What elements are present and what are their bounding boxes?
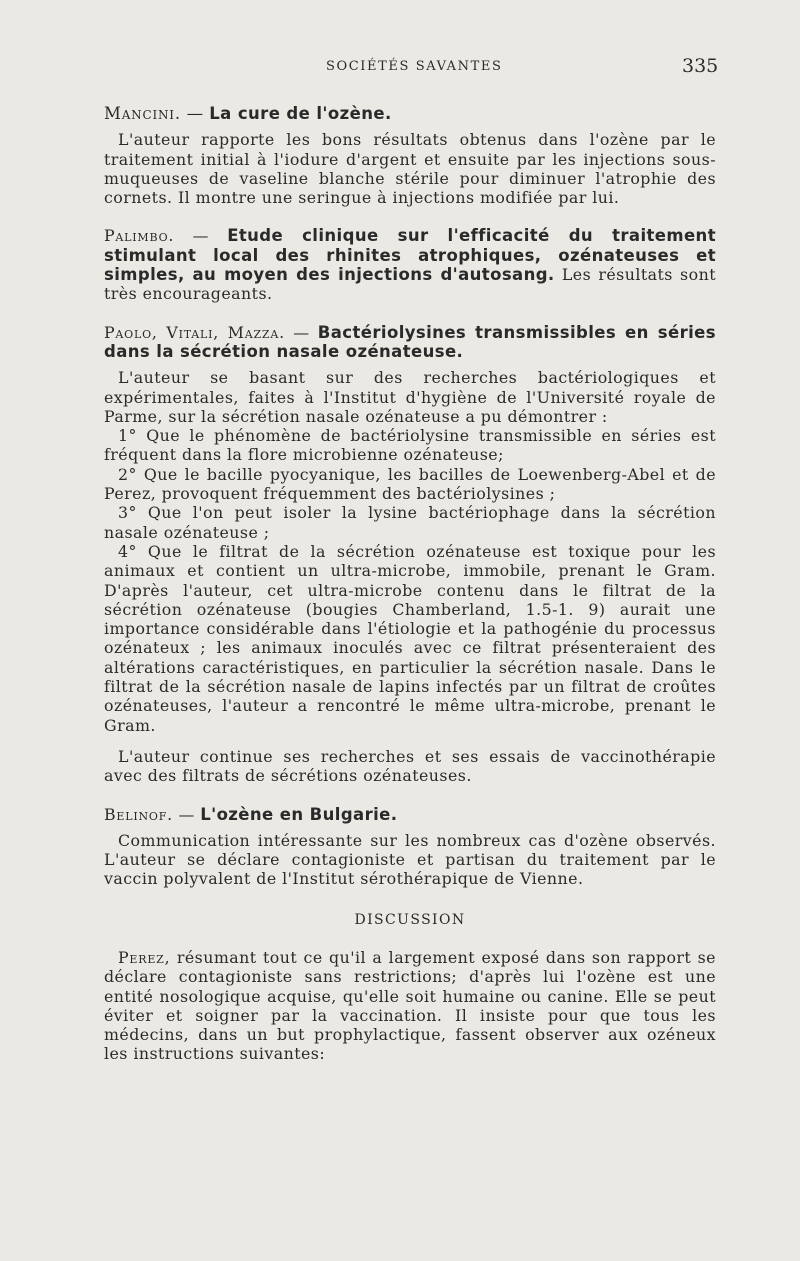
page-header — [0, 57, 800, 81]
entry-inline-text: Les résultats sont très encourageants. — [104, 265, 716, 304]
page-number: 335 — [682, 55, 719, 77]
page-body — [104, 104, 716, 1064]
section-heading: DISCUSSION — [354, 911, 466, 928]
entry-title: Etude clinique sur l'efficacité du traitement stimulant local des rhinites atrophiques, ozénateuses et simples, au moyen des injections d'autosang. — [104, 226, 716, 285]
entry-title: La cure de l'ozène. — [209, 104, 392, 123]
paragraph: L'auteur continue ses recherches et ses essais de vaccinothérapie avec des filtrats de sécrétions ozénateuses. — [104, 746, 716, 786]
paragraph: L'auteur rapporte les bons résultats obtenus dans l'ozène par le traitement initial à l'iodure d'argent et ensuite par les injections sous-muqueuses de vaseline blanche stérile pour diminuer l'atrophie des cornets. Il montre une seringue à injections modifiée par lui. — [104, 130, 716, 208]
entry-title: Bactériolysines transmissibles en séries dans la sécrétion nasale ozénateuse. — [104, 322, 716, 361]
author-name: Belinof. — [104, 804, 173, 824]
paragraph: Communication intéressante sur les nombreux cas d'ozène observés. L'auteur se déclare contagioniste et partisan du traitement par le vaccin polyvalent de l'Institut sérothérapique de Vienne. — [104, 830, 716, 889]
running-head: SOCIÉTÉS SAVANTES — [326, 59, 503, 74]
list-item: 2° Que le bacille pyocyanique, les bacilles de Loewenberg-Abel et de Perez, provoquent fréquemment des bactériolysines ; — [104, 464, 716, 504]
abstract-entry — [104, 805, 716, 889]
abstract-entry — [104, 323, 716, 786]
abstract-entry — [104, 226, 716, 303]
entry-heading: Mancini. — La cure de l'ozène. — [104, 104, 392, 123]
discussion-text: résumant tout ce qu'il a largement exposé dans son rapport se déclare contagioniste sans restrictions; d'après lui l'ozène est une entité nosologique acquise, qu'elle soit humaine ou canine. Elle se peut éviter et soigner par la vaccination. Il insiste pour que tous les médecins, dans un but prophylactique, fassent observer aux ozéneux les instructions suivantes: — [104, 947, 716, 1064]
abstract-entry — [104, 104, 716, 207]
paragraph: L'auteur se basant sur des recherches bactériologiques et expérimentales, faites à l'Institut d'hygiène de l'Université royale de Parme, sur la sécrétion nasale ozénateuse a pu démontrer : — [104, 368, 716, 426]
author-name: Mancini. — [104, 104, 181, 123]
discussion-paragraph — [104, 948, 716, 1064]
author-name: Perez, — [118, 947, 171, 967]
entry-heading: Paolo, Vitali, Mazza. — Bactériolysines transmissibles en séries dans la sécrétion nasale ozénateuse. — [104, 322, 716, 361]
entry-title: L'ozène en Bulgarie. — [200, 804, 398, 824]
list-item: 3° Que l'on peut isoler la lysine bactériophage dans la sécrétion nasale ozénateuse ; — [104, 503, 716, 542]
author-name: Paolo, Vitali, Mazza. — [104, 322, 285, 342]
list-item: 4° Que le filtrat de la sécrétion ozénateuse est toxique pour les animaux et contient un ultra-microbe, immobile, prenant le Gram. D'après l'auteur, cet ultra-microbe contenu dans le filtrat de la sécrétion ozénateuse (bougies Chamberland, 1.5-1. 9) aurait une importance considérable dans l'étiologie et la pathogénie du processus ozénateux ; les animaux inoculés avec ce filtrat présenteraient des altérations caractéristiques, en particulier la sécrétion nasale. Dans le filtrat de la sécrétion nasale de lapins infectés par un filtrat de croûtes ozénateuses, l'auteur a rencontré le même ultra-microbe, prenant le Gram. — [104, 541, 716, 735]
author-name: Palimbo. — [104, 226, 175, 246]
list-item: 1° Que le phénomène de bactériolysine transmissible en séries est fréquent dans la flore microbienne ozénateuse; — [104, 426, 716, 465]
paragraph: Palimbo. — Etude clinique sur l'efficacité du traitement stimulant local des rhinites atrophiques, ozénateuses et simples, au moyen des injections d'autosang. Les résultats sont très encourageants. — [104, 226, 716, 304]
entry-heading: Belinof. — L'ozène en Bulgarie. — [104, 804, 398, 824]
